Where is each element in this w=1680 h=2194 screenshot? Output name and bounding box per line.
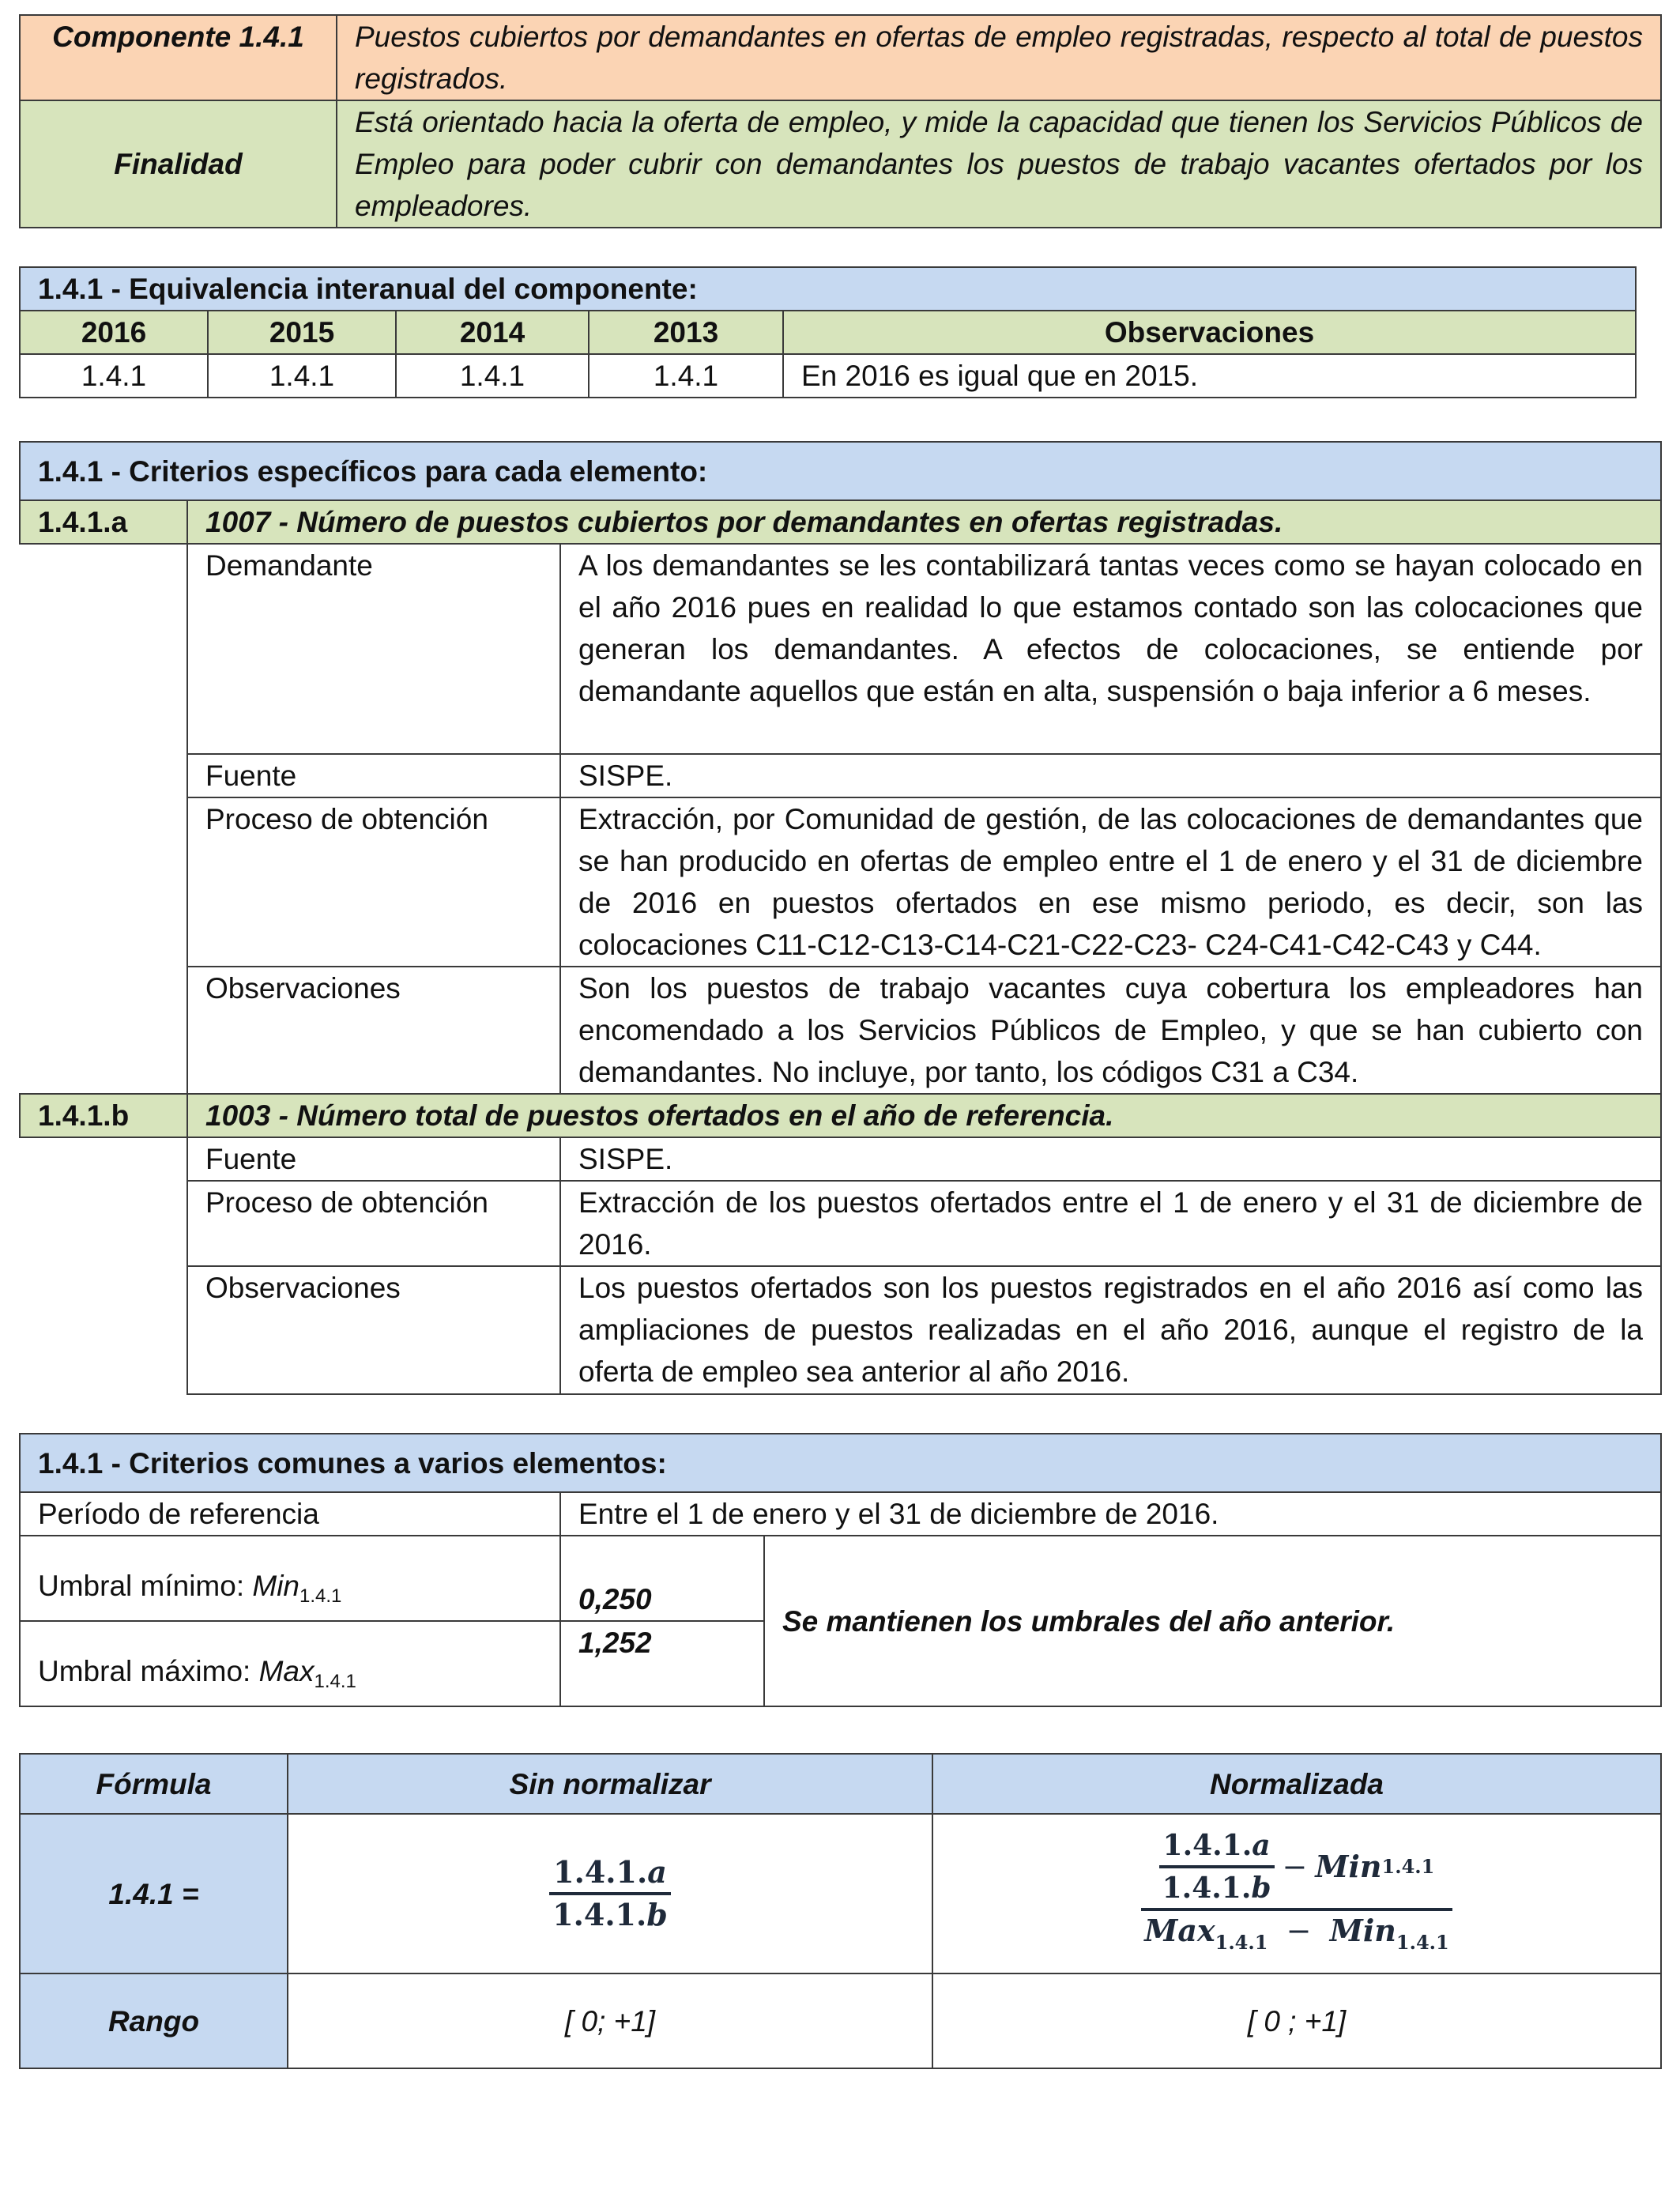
- umbral-maximo-value: 1,252: [560, 1621, 764, 1706]
- criterios-especificos-table: [19, 441, 1662, 1395]
- component-header-table: [19, 14, 1662, 228]
- criterio-label: Fuente: [187, 1137, 560, 1181]
- spacer-cell: [20, 967, 187, 1094]
- umbral-maximo-label: Umbral máximo: Max$_{1.4.1}$: [20, 1621, 560, 1706]
- equivalencia-cell: 1.4.1: [208, 354, 396, 398]
- equivalencia-cell: 1.4.1: [396, 354, 589, 398]
- element-b-code: 1.4.1.b: [20, 1094, 187, 1137]
- equivalencia-col-2016: 2016: [20, 311, 208, 354]
- criterio-label: Observaciones: [187, 967, 560, 1094]
- criterio-text: Son los puestos de trabajo vacantes cuya cobertura los empleadores han encomendado a los Servicios Públicos de Empleo, y que se han cubierto con demandantes. No incluye, por tanto, los códigos C31 a C34.: [560, 967, 1661, 1094]
- formula-table: [19, 1753, 1662, 2069]
- criterio-text: SISPE.: [560, 1137, 1661, 1181]
- formula-row-label: 1.4.1 =: [20, 1814, 288, 1973]
- criterio-text: Extracción, por Comunidad de gestión, de las colocaciones de demandantes que se han producido en ofertas de empleo entre el 1 de enero y el 31 de diciembre de 2016 en puestos ofertados en ese mismo periodo, es decir, son las colocaciones C11-C12-C13-C14-C21-C22-C23- C24-C41-C42-C43 y C44.: [560, 797, 1661, 967]
- criterio-label: Proceso de obtención: [187, 1181, 560, 1266]
- spacer-cell: [20, 797, 187, 967]
- componente-text: Puestos cubiertos por demandantes en ofertas de empleo registradas, respecto al total de puestos registrados.: [337, 15, 1661, 100]
- finalidad-label: Finalidad: [20, 100, 337, 228]
- criterio-label: Observaciones: [187, 1266, 560, 1394]
- fraction-normalizada: $\frac{1.4.1.a}{1.4.1.b}$ − Min 1.4.1 Max$_{1.4.1}$ − Min$_{1.4.1}$: [1141, 1826, 1452, 1961]
- equivalencia-col-2014: 2014: [396, 311, 589, 354]
- equivalencia-observaciones: En 2016 es igual que en 2015.: [783, 354, 1636, 398]
- rango-sin-normalizar: [ 0; +1]: [288, 1973, 932, 2068]
- sin-normalizar-col-header: Sin normalizar: [288, 1754, 932, 1814]
- criterios-comunes-title: 1.4.1 - Criterios comunes a varios elementos:: [20, 1434, 1661, 1492]
- fraction-sin-normalizar: $\frac{1.4.1.a}{1.4.1.b}$: [549, 1854, 671, 1933]
- formula-normalizada: [932, 1814, 1661, 1973]
- element-b-name: 1003 - Número total de puestos ofertados en el año de referencia.: [187, 1094, 1661, 1137]
- periodo-text: Entre el 1 de enero y el 31 de diciembre de 2016.: [560, 1492, 1661, 1536]
- spacer-cell: [20, 1266, 187, 1394]
- criterio-text: Extracción de los puestos ofertados entre el 1 de enero y el 31 de diciembre de 2016.: [560, 1181, 1661, 1266]
- equivalencia-table: [19, 266, 1637, 398]
- umbral-minimo-label: Umbral mínimo: Min$_{1.4.1}$: [20, 1536, 560, 1621]
- equivalencia-col-2013: 2013: [589, 311, 783, 354]
- criterio-label: Fuente: [187, 754, 560, 797]
- equivalencia-cell: 1.4.1: [20, 354, 208, 398]
- normalizada-col-header: Normalizada: [932, 1754, 1661, 1814]
- element-a-code: 1.4.1.a: [20, 500, 187, 544]
- criterio-text: Los puestos ofertados son los puestos registrados en el año 2016 así como las ampliaciones de puestos realizadas en el año 2016, aunque el registro de la oferta de empleo sea anterior al año 2016.: [560, 1266, 1661, 1394]
- spacer-cell: [20, 544, 187, 754]
- spacer-cell: [20, 754, 187, 797]
- rango-label: Rango: [20, 1973, 288, 2068]
- criterio-text: SISPE.: [560, 754, 1661, 797]
- spacer-cell: [20, 1181, 187, 1266]
- equivalencia-col-observaciones: Observaciones: [783, 311, 1636, 354]
- periodo-label: Período de referencia: [20, 1492, 560, 1536]
- criterios-comunes-table: [19, 1433, 1662, 1707]
- umbral-minimo-value: 0,250: [560, 1536, 764, 1621]
- formula-sin-normalizar: [288, 1814, 932, 1973]
- finalidad-text: Está orientado hacia la oferta de empleo, y mide la capacidad que tienen los Servicios Públicos de Empleo para poder cubrir con demandantes los puestos de trabajo vacantes ofertados por los empleadores.: [337, 100, 1661, 228]
- equivalencia-title: 1.4.1 - Equivalencia interanual del componente:: [20, 267, 1636, 311]
- rango-normalizada: [ 0 ; +1]: [932, 1973, 1661, 2068]
- umbrales-note: Se mantienen los umbrales del año anterior.: [764, 1536, 1661, 1706]
- criterio-label: Demandante: [187, 544, 560, 754]
- spacer-cell: [20, 1137, 187, 1181]
- componente-label: Componente 1.4.1: [20, 15, 337, 100]
- criterio-text: A los demandantes se les contabilizará tantas veces como se hayan colocado en el año 2016 pues en realidad lo que estamos contado son las colocaciones que generan los demandantes. A efectos de colocaciones, se entiende por demandante aquellos que están en alta, suspensión o baja inferior a 6 meses.: [560, 544, 1661, 754]
- element-a-name: 1007 - Número de puestos cubiertos por demandantes en ofertas registradas.: [187, 500, 1661, 544]
- equivalencia-cell: 1.4.1: [589, 354, 783, 398]
- formula-col-header: Fórmula: [20, 1754, 288, 1814]
- criterio-label: Proceso de obtención: [187, 797, 560, 967]
- equivalencia-col-2015: 2015: [208, 311, 396, 354]
- criterios-especificos-title: 1.4.1 - Criterios específicos para cada elemento:: [20, 442, 1661, 500]
